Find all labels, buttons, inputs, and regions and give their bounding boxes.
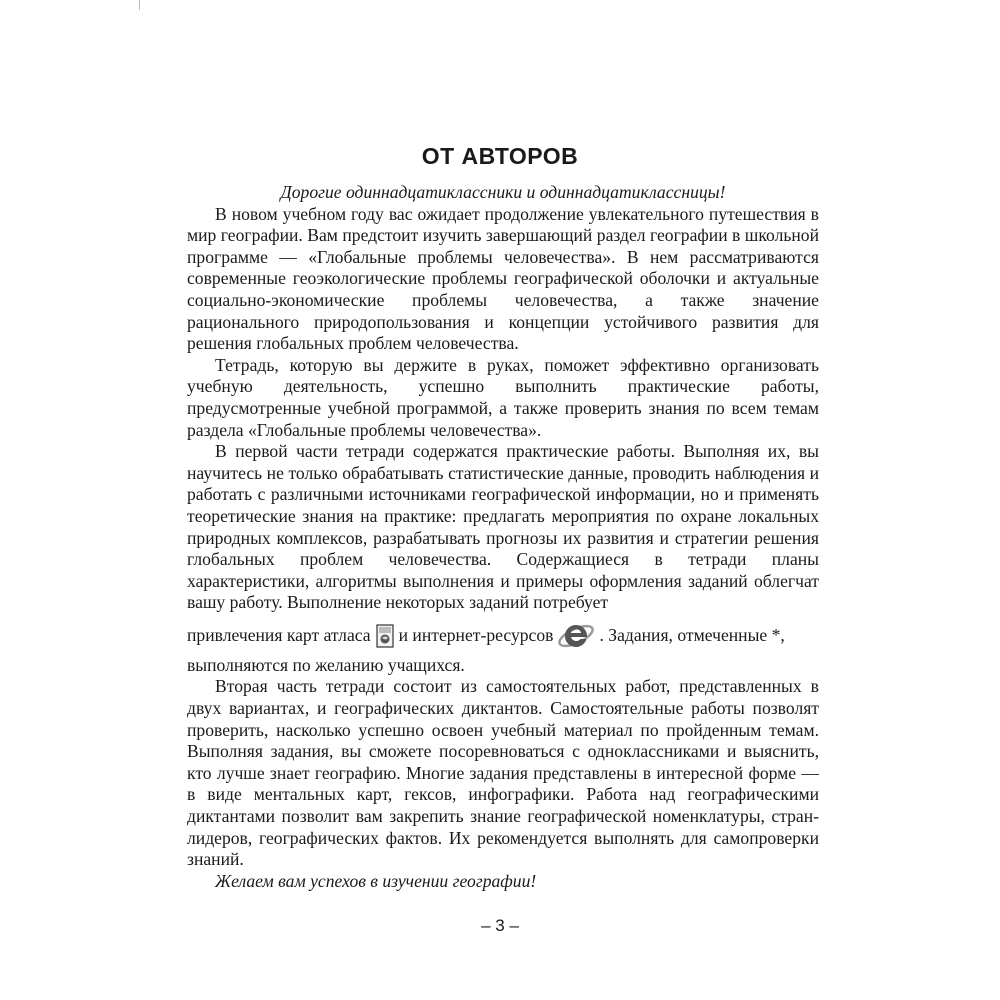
greeting: Дорогие одиннадцатиклассники и одиннадцатиклассницы! [280, 182, 726, 202]
closing-wish: Желаем вам успехов в изучении географии! [215, 870, 537, 891]
page-edge-mark [139, 0, 140, 10]
resources-text-c: . Задания, отмеченные *, [599, 625, 785, 646]
resources-text-a: привлечения карт атласа [187, 625, 371, 646]
paragraph-1: В новом учебном году вас ожидает продолжение увлекательного путешествия в мир географии. Вам предстоит изучить завершающий раздел географии в школьной программе — «Глобальные проблемы человечества». В нем рассматриваются современные геоэкологические проблемы географической оболочки и актуальные социально-экономические проблемы человечества, а также значение рационального природопользования и концепции устойчивого развития для решения глобальных проблем человечества. [187, 203, 819, 354]
paragraph-2: Тетрадь, которую вы держите в руках, поможет эффективно организовать учебную деятельность, успешно выполнить практические работы, предусмотренные учебной программой, а также проверить знания по всем темам раздела «Глобальные проблемы человечества». [187, 354, 819, 440]
page-number: – 3 – [481, 916, 519, 935]
body-text [187, 182, 819, 892]
resources-text-b: и интернет-ресурсов [398, 625, 554, 646]
atlas-icon [376, 624, 394, 648]
internet-explorer-icon [557, 617, 595, 655]
paragraph-3-end: выполняются по желанию учащихся. [187, 654, 465, 675]
paragraph-4: Вторая часть тетради состоит из самостоятельных работ, представленных в двух вариантах, и географических диктантов. Самостоятельные работы позволят проверить, насколько успешно освоен учебный материал по пройденным темам. Выполняя задания, вы сможете посоревноваться с одноклассниками и выяснить, кто лучше знает географию. Многие задания представлены в интересной форме — в виде ментальных карт, гексов, инфографики. Работа над географическими диктантами позволит вам закрепить знание географической номенклатуры, стран-лидеров, географических фактов. Их рекомендуется выполнять для самопроверки знаний. [187, 676, 819, 870]
paragraph-3: В первой части тетради содержатся практические работы. Выполняя их, вы научитесь не только обрабатывать статистические данные, проводить наблюдения и работать с различными источниками географической информации, но и применять теоретические знания на практике: предлагать мероприятия по охране локальных природных комплексов, разрабатывать прогнозы их развития и стратегии решения глобальных проблем человечества. Содержащиеся в тетради планы характеристики, алгоритмы выполнения и примеры оформления заданий облегчат вашу работу. Выполнение некоторых заданий потребует [187, 441, 819, 613]
page-title: ОТ АВТОРОВ [421, 143, 579, 170]
resources-line [187, 617, 819, 655]
